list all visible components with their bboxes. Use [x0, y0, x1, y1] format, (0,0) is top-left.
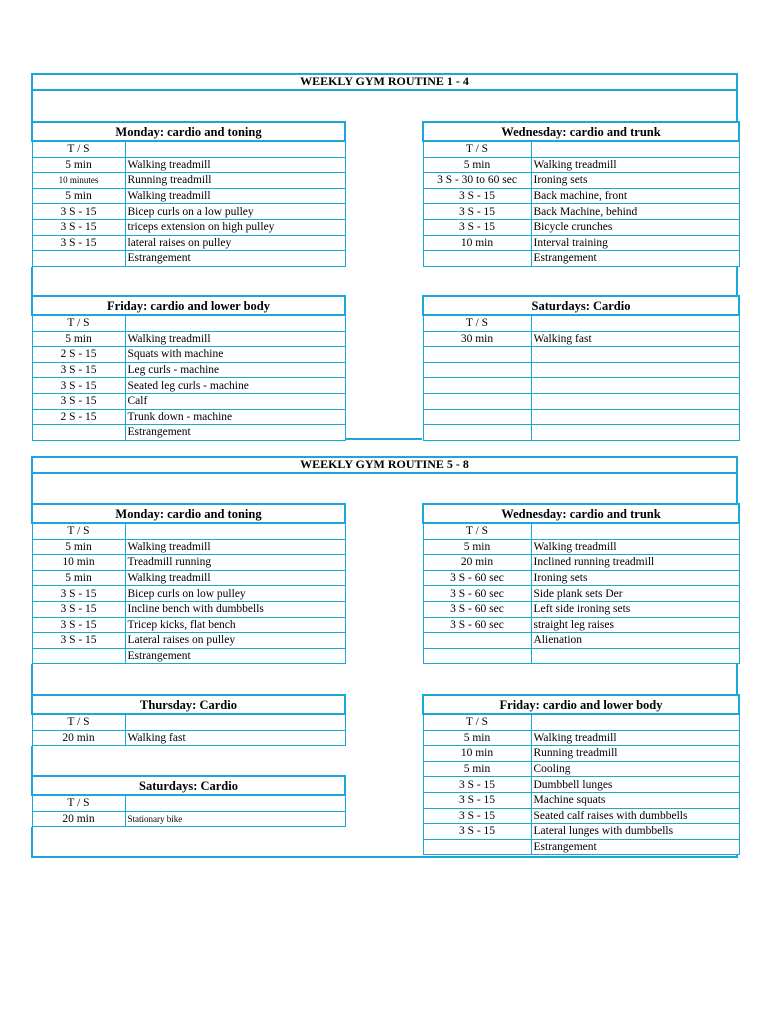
table-row	[32, 141, 345, 157]
exercise-cell: Running treadmill	[531, 746, 739, 762]
routine-1-4-monday-table	[31, 121, 346, 267]
exercise-cell: Tricep kicks, flat bench	[125, 617, 345, 633]
table-row	[423, 425, 739, 441]
routine-5-8-title: WEEKLY GYM ROUTINE 5 - 8	[31, 456, 738, 474]
time-sets-cell: 3 S - 15	[423, 824, 531, 840]
time-sets-cell: 3 S - 15	[423, 808, 531, 824]
table-row	[423, 409, 739, 425]
exercise-cell: straight leg raises	[531, 617, 739, 633]
time-sets-cell: 5 min	[423, 157, 531, 173]
time-sets-cell: T / S	[32, 795, 125, 811]
table-row	[32, 555, 345, 571]
time-sets-cell: 3 S - 15	[32, 204, 125, 220]
table-row	[32, 633, 345, 649]
exercise-cell	[531, 347, 739, 363]
exercise-cell	[531, 425, 739, 441]
time-sets-cell	[423, 362, 531, 378]
exercise-cell: Incline bench with dumbbells	[125, 601, 345, 617]
table-row	[32, 173, 345, 189]
time-sets-cell: 3 S - 15	[32, 633, 125, 649]
exercise-cell: Walking fast	[125, 730, 345, 746]
time-sets-cell: 3 S - 60 sec	[423, 617, 531, 633]
time-sets-cell: 3 S - 30 to 60 sec	[423, 173, 531, 189]
exercise-cell	[125, 523, 345, 539]
exercise-cell: Machine squats	[531, 792, 739, 808]
exercise-cell	[531, 362, 739, 378]
time-sets-cell	[423, 425, 531, 441]
table-row	[423, 824, 739, 840]
time-sets-cell: T / S	[32, 714, 125, 730]
time-sets-cell: 3 S - 15	[423, 777, 531, 793]
exercise-cell: Walking treadmill	[531, 539, 739, 555]
exercise-cell: Interval training	[531, 235, 739, 251]
exercise-cell: Inclined running treadmill	[531, 555, 739, 571]
exercise-cell: Walking treadmill	[125, 188, 345, 204]
time-sets-cell: T / S	[32, 141, 125, 157]
table-row	[423, 777, 739, 793]
table-row	[423, 539, 739, 555]
routine-5-8-wednesday-heading: Wednesday: cardio and trunk	[423, 504, 739, 523]
time-sets-cell: 3 S - 15	[32, 617, 125, 633]
table-row	[32, 188, 345, 204]
table-row	[32, 714, 345, 730]
table-row	[423, 173, 739, 189]
exercise-cell: Back machine, front	[531, 188, 739, 204]
time-sets-cell	[423, 393, 531, 409]
time-sets-cell	[423, 347, 531, 363]
time-sets-cell: 3 S - 60 sec	[423, 586, 531, 602]
exercise-cell: Estrangement	[531, 839, 739, 855]
table-row	[423, 792, 739, 808]
table-row	[423, 523, 739, 539]
table-row	[32, 235, 345, 251]
table-row	[32, 347, 345, 363]
table-row	[423, 141, 739, 157]
time-sets-cell: 5 min	[32, 188, 125, 204]
time-sets-cell: 3 S - 15	[32, 235, 125, 251]
time-sets-cell: 20 min	[32, 730, 125, 746]
exercise-cell: Cooling	[531, 761, 739, 777]
routine-5-8-monday-table	[31, 503, 346, 664]
table-row	[32, 251, 345, 267]
time-sets-cell	[423, 409, 531, 425]
time-sets-cell	[423, 251, 531, 267]
exercise-cell: Estrangement	[531, 251, 739, 267]
exercise-cell: Ironing sets	[531, 173, 739, 189]
exercise-cell: Walking treadmill	[125, 570, 345, 586]
table-row	[423, 362, 739, 378]
exercise-cell: Ironing sets	[531, 570, 739, 586]
table-row	[423, 188, 739, 204]
routine-1-4-saturday-heading: Saturdays: Cardio	[423, 296, 739, 315]
time-sets-cell: 20 min	[423, 555, 531, 571]
routine-5-8-saturday-table	[31, 775, 346, 827]
exercise-cell: Running treadmill	[125, 173, 345, 189]
routine-1-4-wednesday-heading: Wednesday: cardio and trunk	[423, 122, 739, 141]
exercise-cell: Alienation	[531, 633, 739, 649]
table-row	[32, 315, 345, 331]
time-sets-cell: 2 S - 15	[32, 409, 125, 425]
table-row	[423, 601, 739, 617]
exercise-cell	[531, 315, 739, 331]
time-sets-cell: 10 min	[32, 555, 125, 571]
table-row	[423, 586, 739, 602]
table-row	[423, 570, 739, 586]
time-sets-cell: T / S	[423, 714, 531, 730]
routine-1-4-monday-heading: Monday: cardio and toning	[32, 122, 345, 141]
time-sets-cell	[423, 839, 531, 855]
table-row	[423, 714, 739, 730]
exercise-cell	[531, 409, 739, 425]
time-sets-cell: 2 S - 15	[32, 347, 125, 363]
exercise-cell: Squats with machine	[125, 347, 345, 363]
table-row	[32, 617, 345, 633]
exercise-cell: Trunk down - machine	[125, 409, 345, 425]
exercise-cell: Lateral raises on pulley	[125, 633, 345, 649]
routine-5-8-friday-table	[422, 694, 740, 855]
time-sets-cell	[423, 648, 531, 664]
time-sets-cell: 20 min	[32, 811, 125, 827]
exercise-cell: Walking treadmill	[531, 730, 739, 746]
exercise-cell: Estrangement	[125, 251, 345, 267]
table-row	[32, 409, 345, 425]
table-row	[32, 157, 345, 173]
table-row	[423, 219, 739, 235]
time-sets-cell: 5 min	[423, 761, 531, 777]
exercise-cell	[531, 714, 739, 730]
exercise-cell: Bicep curls on a low pulley	[125, 204, 345, 220]
time-sets-cell: 10 min	[423, 746, 531, 762]
routine-1-4-title: WEEKLY GYM ROUTINE 1 - 4	[31, 73, 738, 91]
time-sets-cell: 3 S - 15	[32, 362, 125, 378]
exercise-cell	[531, 141, 739, 157]
time-sets-cell: 5 min	[32, 331, 125, 347]
exercise-cell: Walking fast	[531, 331, 739, 347]
time-sets-cell	[32, 425, 125, 441]
exercise-cell: Back Machine, behind	[531, 204, 739, 220]
routine-5-8-thursday-heading: Thursday: Cardio	[32, 695, 345, 714]
time-sets-cell: 10 minutes	[32, 173, 125, 189]
exercise-cell: Left side ironing sets	[531, 601, 739, 617]
table-row	[423, 746, 739, 762]
time-sets-cell	[423, 378, 531, 394]
table-row	[423, 204, 739, 220]
time-sets-cell: 3 S - 15	[32, 586, 125, 602]
time-sets-cell: 3 S - 15	[423, 792, 531, 808]
exercise-cell: Walking treadmill	[125, 157, 345, 173]
table-row	[32, 219, 345, 235]
exercise-cell: Calf	[125, 393, 345, 409]
exercise-cell	[125, 315, 345, 331]
routine-5-8-saturday-heading: Saturdays: Cardio	[32, 776, 345, 795]
exercise-cell	[531, 378, 739, 394]
table-row	[423, 648, 739, 664]
time-sets-cell: T / S	[423, 315, 531, 331]
time-sets-cell	[32, 251, 125, 267]
routine-1-4-friday-heading: Friday: cardio and lower body	[32, 296, 345, 315]
table-row	[32, 586, 345, 602]
table-row	[32, 204, 345, 220]
time-sets-cell: T / S	[423, 141, 531, 157]
table-row	[32, 362, 345, 378]
table-row	[32, 795, 345, 811]
table-row	[32, 570, 345, 586]
exercise-cell: Estrangement	[125, 648, 345, 664]
time-sets-cell: 3 S - 15	[423, 188, 531, 204]
exercise-cell: Leg curls - machine	[125, 362, 345, 378]
table-row	[423, 251, 739, 267]
time-sets-cell: 3 S - 60 sec	[423, 601, 531, 617]
exercise-cell: Seated leg curls - machine	[125, 378, 345, 394]
routine-1-4-friday-table	[31, 295, 346, 441]
routine-5-8-wednesday-table	[422, 503, 740, 664]
time-sets-cell: 3 S - 15	[32, 601, 125, 617]
table-row	[423, 315, 739, 331]
exercise-cell: Walking treadmill	[531, 157, 739, 173]
time-sets-cell: 5 min	[32, 157, 125, 173]
table-row	[423, 839, 739, 855]
time-sets-cell: 30 min	[423, 331, 531, 347]
table-row	[423, 730, 739, 746]
table-row	[32, 393, 345, 409]
table-row	[423, 331, 739, 347]
time-sets-cell	[32, 648, 125, 664]
routine-5-8-friday-heading: Friday: cardio and lower body	[423, 695, 739, 714]
exercise-cell	[125, 714, 345, 730]
exercise-cell	[125, 795, 345, 811]
routine-1-4-wednesday-table	[422, 121, 740, 267]
exercise-cell: Bicep curls on low pulley	[125, 586, 345, 602]
exercise-cell: Treadmill running	[125, 555, 345, 571]
time-sets-cell: 3 S - 15	[32, 393, 125, 409]
table-row	[32, 648, 345, 664]
routine-5-8-monday-heading: Monday: cardio and toning	[32, 504, 345, 523]
table-row	[423, 378, 739, 394]
time-sets-cell: 5 min	[423, 730, 531, 746]
table-row	[32, 539, 345, 555]
table-row	[423, 761, 739, 777]
exercise-cell: Lateral lunges with dumbbells	[531, 824, 739, 840]
table-row	[32, 730, 345, 746]
exercise-cell: Walking treadmill	[125, 331, 345, 347]
time-sets-cell: 5 min	[32, 539, 125, 555]
table-row	[423, 157, 739, 173]
table-row	[423, 617, 739, 633]
exercise-cell: Seated calf raises with dumbbells	[531, 808, 739, 824]
time-sets-cell: 3 S - 15	[423, 219, 531, 235]
table-row	[32, 523, 345, 539]
time-sets-cell: 10 min	[423, 235, 531, 251]
exercise-cell: Stationary bike	[125, 811, 345, 827]
table-row	[32, 601, 345, 617]
exercise-cell	[531, 393, 739, 409]
table-row	[423, 235, 739, 251]
exercise-cell: Dumbbell lunges	[531, 777, 739, 793]
time-sets-cell: 3 S - 60 sec	[423, 570, 531, 586]
table-row	[32, 331, 345, 347]
time-sets-cell: 3 S - 15	[32, 219, 125, 235]
exercise-cell: Estrangement	[125, 425, 345, 441]
time-sets-cell: T / S	[423, 523, 531, 539]
time-sets-cell	[423, 633, 531, 649]
exercise-cell	[125, 141, 345, 157]
time-sets-cell: 3 S - 15	[423, 204, 531, 220]
exercise-cell: Walking treadmill	[125, 539, 345, 555]
exercise-cell: triceps extension on high pulley	[125, 219, 345, 235]
table-row	[32, 378, 345, 394]
time-sets-cell: T / S	[32, 523, 125, 539]
routine-1-4-saturday-table	[422, 295, 740, 441]
routine-5-8-thursday-table	[31, 694, 346, 746]
table-row	[32, 811, 345, 827]
table-row	[423, 555, 739, 571]
time-sets-cell: 5 min	[423, 539, 531, 555]
exercise-cell	[531, 523, 739, 539]
time-sets-cell: T / S	[32, 315, 125, 331]
table-row	[32, 425, 345, 441]
exercise-cell	[531, 648, 739, 664]
table-row	[423, 347, 739, 363]
table-row	[423, 393, 739, 409]
time-sets-cell: 5 min	[32, 570, 125, 586]
exercise-cell: Side plank sets Der	[531, 586, 739, 602]
table-row	[423, 633, 739, 649]
table-row	[423, 808, 739, 824]
time-sets-cell: 3 S - 15	[32, 378, 125, 394]
exercise-cell: Bicycle crunches	[531, 219, 739, 235]
exercise-cell: lateral raises on pulley	[125, 235, 345, 251]
